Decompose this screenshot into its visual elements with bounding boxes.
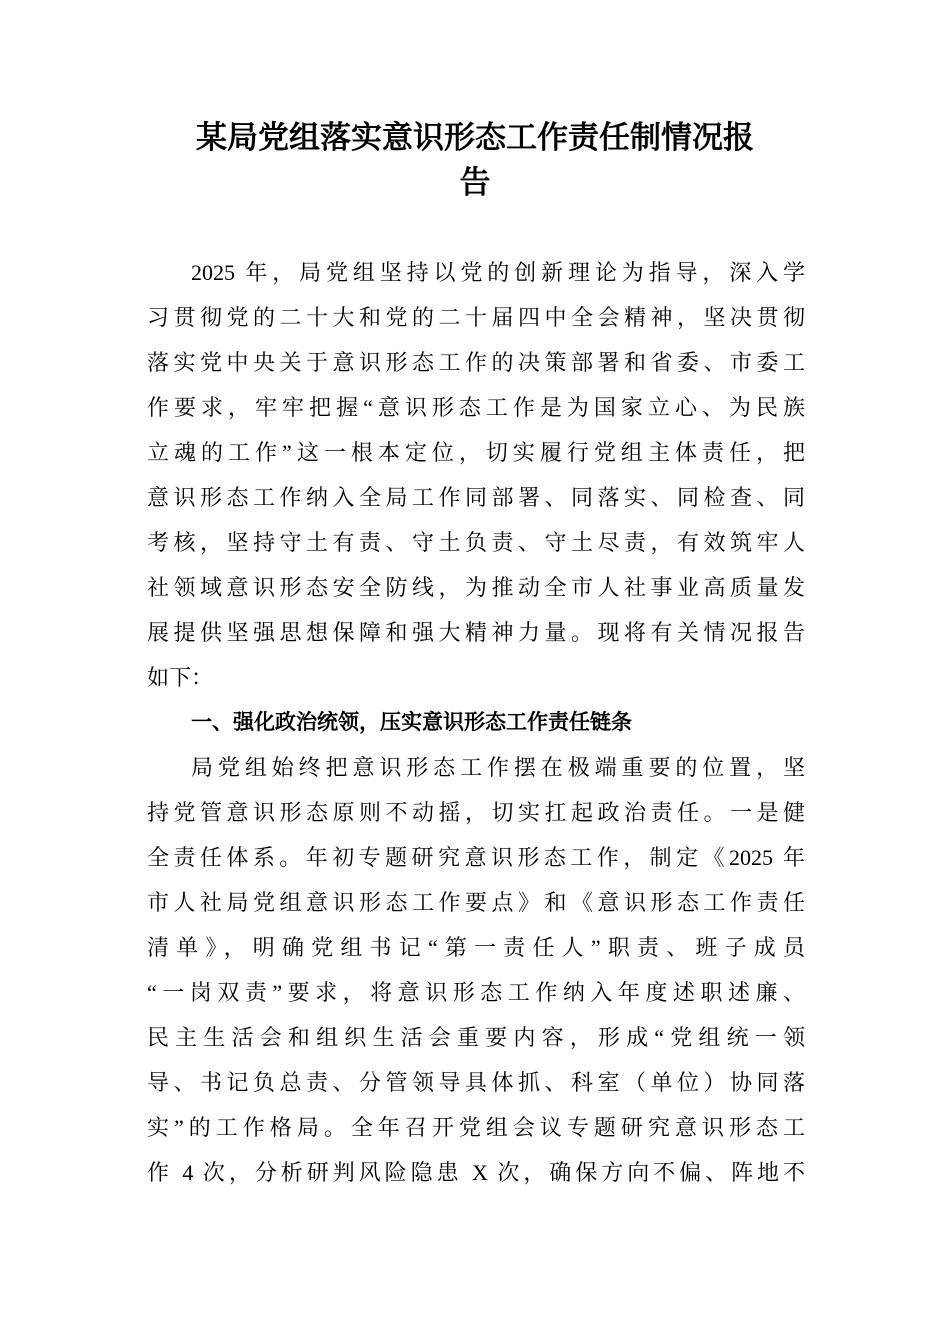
section-1-heading: 一、强化政治统领，压实意识形态工作责任链条: [191, 710, 632, 734]
section-1-paragraph-line: 民主生活会和组织生活会重要内容，形成“党组统一领: [147, 1025, 805, 1050]
intro-paragraph-line: 考核，坚持守土有责、守土负责、守土尽责，有效筑牢人: [147, 530, 805, 555]
intro-paragraph-line: 落实党中央关于意识形态工作的决策部署和省委、市委工: [147, 350, 805, 375]
intro-paragraph-line: 意识形态工作纳入全局工作同部署、同落实、同检查、同: [147, 485, 805, 510]
document-title-line-1: 某局党组落实意识形态工作责任制情况报: [196, 120, 754, 156]
intro-paragraph-line: 习贯彻党的二十大和党的二十届四中全会精神，坚决贯彻: [147, 305, 805, 330]
intro-paragraph-line: 立魂的工作”这一根本定位，切实履行党组主体责任，把: [147, 440, 805, 465]
intro-paragraph-line: 2025 年，局党组坚持以党的创新理论为指导，深入学: [191, 260, 805, 285]
section-1-paragraph-line: 市人社局党组意识形态工作要点》和《意识形态工作责任: [147, 890, 805, 915]
intro-paragraph-line: 展提供坚强思想保障和强大精神力量。现将有关情况报告: [147, 620, 805, 645]
section-1-paragraph-line: 实”的工作格局。全年召开党组会议专题研究意识形态工: [147, 1115, 805, 1140]
section-1-paragraph-line: 作 4 次，分析研判风险隐患 X 次，确保方向不偏、阵地不: [147, 1160, 805, 1185]
section-1-paragraph-line: 局党组始终把意识形态工作摆在极端重要的位置，坚: [191, 755, 805, 780]
section-1-paragraph-line: 清单》，明确党组书记“第一责任人”职责、班子成员: [147, 935, 805, 960]
document-body: [147, 250, 805, 1195]
section-1-paragraph-line: 持党管意识形态原则不动摇，切实扛起政治责任。一是健: [147, 800, 805, 825]
intro-paragraph-line: 作要求，牢牢把握“意识形态工作是为国家立心、为民族: [147, 395, 805, 420]
document-title-line-2: 告: [459, 165, 491, 201]
intro-paragraph-line: 如下：: [147, 665, 214, 690]
intro-paragraph-line: 社领域意识形态安全防线，为推动全市人社事业高质量发: [147, 575, 805, 600]
section-1-paragraph-line: 导、书记负总责、分管领导具体抓、科室（单位）协同落: [147, 1070, 805, 1095]
section-1-paragraph-line: “一岗双责”要求，将意识形态工作纳入年度述职述廉、: [147, 980, 805, 1005]
section-1-paragraph-line: 全责任体系。年初专题研究意识形态工作，制定《2025 年: [147, 845, 805, 870]
